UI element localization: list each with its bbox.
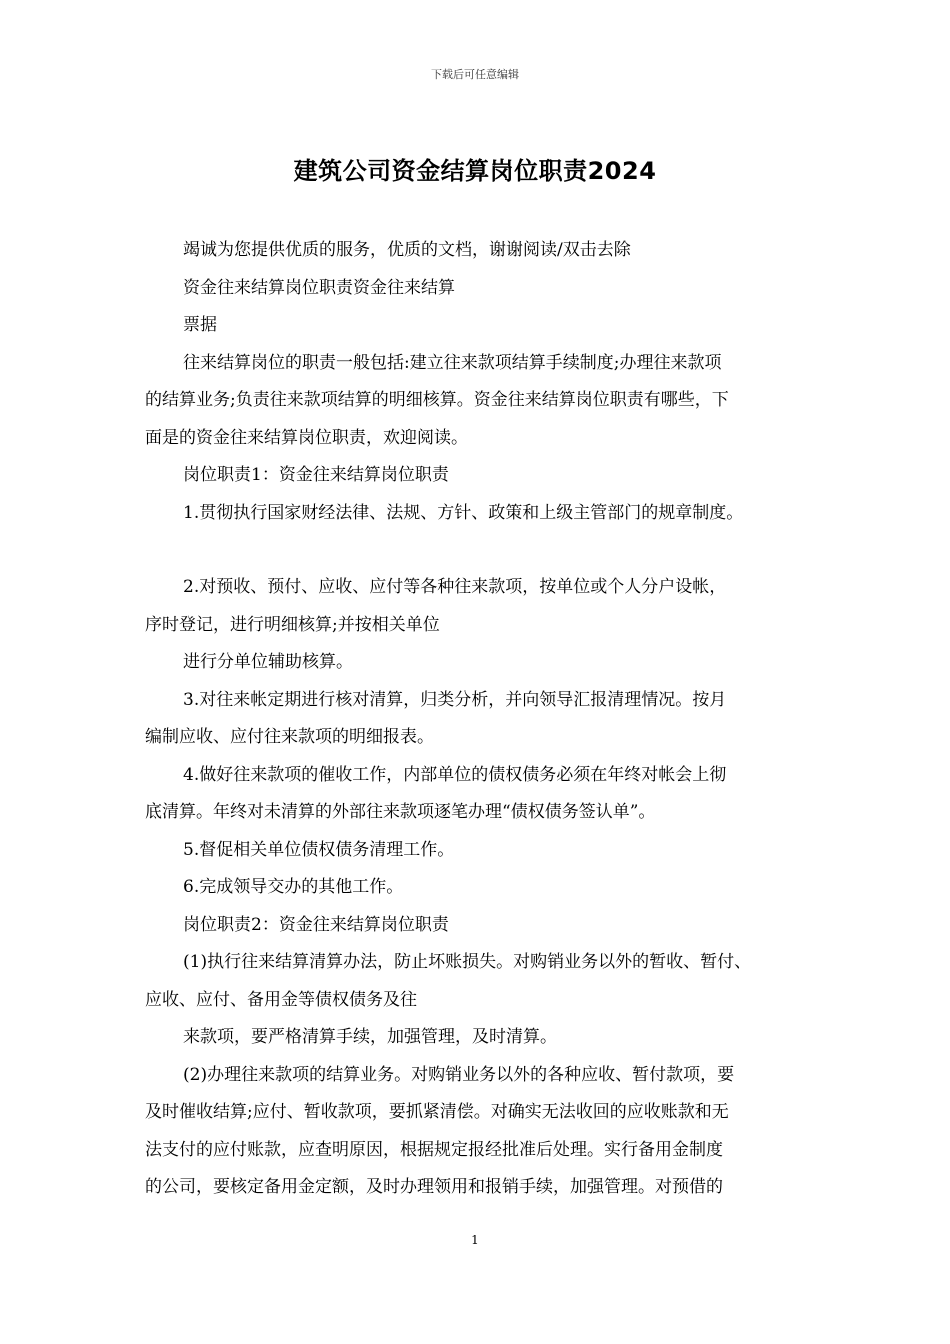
paragraph-line: 5.督促相关单位债权债务清理工作。 (183, 839, 455, 860)
paragraph-line: 的公司，要核定备用金定额，及时办理领用和报销手续，加强管理。对预借的 (145, 1177, 723, 1197)
paragraph-line: 的结算业务;负责往来款项结算的明细核算。资金往来结算岗位职责有哪些，下 (145, 390, 729, 410)
paragraph-line: 底清算。年终对未清算的外部往来款项逐笔办理“债权债务签认单”。 (145, 802, 656, 822)
paragraph-line: 进行分单位辅助核算。 (183, 652, 353, 672)
paragraph-line: 6.完成领导交办的其他工作。 (183, 877, 404, 897)
paragraph-line: 面是的资金往来结算岗位职责，欢迎阅读。 (145, 427, 468, 448)
document-title: 建筑公司资金结算岗位职责2024 (293, 157, 657, 185)
paragraph-line: 票据 (183, 315, 217, 335)
paragraph-line: 4.做好往来款项的催收工作，内部单位的债权债务必须在年终对帐会上彻 (183, 764, 727, 785)
paragraph-line: 竭诚为您提供优质的服务，优质的文档，谢谢阅读/双击去除 (183, 240, 631, 260)
paragraph-line: 应收、应付、备用金等债权债务及往 (145, 989, 417, 1010)
paragraph-line: 岗位职责1：资金往来结算岗位职责 (183, 465, 449, 485)
page-number: 1 (471, 1233, 479, 1247)
paragraph-line: 来款项，要严格清算手续，加强管理，及时清算。 (183, 1027, 557, 1047)
paragraph-line: 1.贯彻执行国家财经法律、法规、方针、政策和上级主管部门的规章制度。 (183, 502, 744, 523)
paragraph-line: (2)办理往来款项的结算业务。对购销业务以外的各种应收、暂付款项，要 (183, 1064, 735, 1085)
paragraph-line: 3.对往来帐定期进行核对清算，归类分析，并向领导汇报清理情况。按月 (183, 689, 727, 710)
paragraph-line: 往来结算岗位的职责一般包括:建立往来款项结算手续制度;办理往来款项 (183, 352, 722, 373)
paragraph-line: 及时催收结算;应付、暂收款项，要抓紧清偿。对确实无法收回的应收账款和无 (145, 1102, 729, 1122)
header-note: 下载后可任意编辑 (431, 68, 519, 81)
paragraph-line: 岗位职责2：资金往来结算岗位职责 (183, 914, 449, 935)
document-body (145, 232, 825, 1207)
paragraph-line: 资金往来结算岗位职责资金往来结算 (183, 277, 455, 298)
blank-line (145, 532, 825, 569)
paragraph-line: (1)执行往来结算清算办法，防止坏账损失。对购销业务以外的暂收、暂付、 (183, 952, 752, 972)
paragraph-line: 2.对预收、预付、应收、应付等各种往来款项，按单位或个人分户设帐， (183, 577, 727, 597)
paragraph-line: 序时登记，进行明细核算;并按相关单位 (145, 614, 440, 635)
paragraph-line: 编制应收、应付往来款项的明细报表。 (145, 727, 434, 747)
paragraph-line: 法支付的应付账款，应查明原因，根据规定报经批准后处理。实行备用金制度 (145, 1139, 723, 1160)
